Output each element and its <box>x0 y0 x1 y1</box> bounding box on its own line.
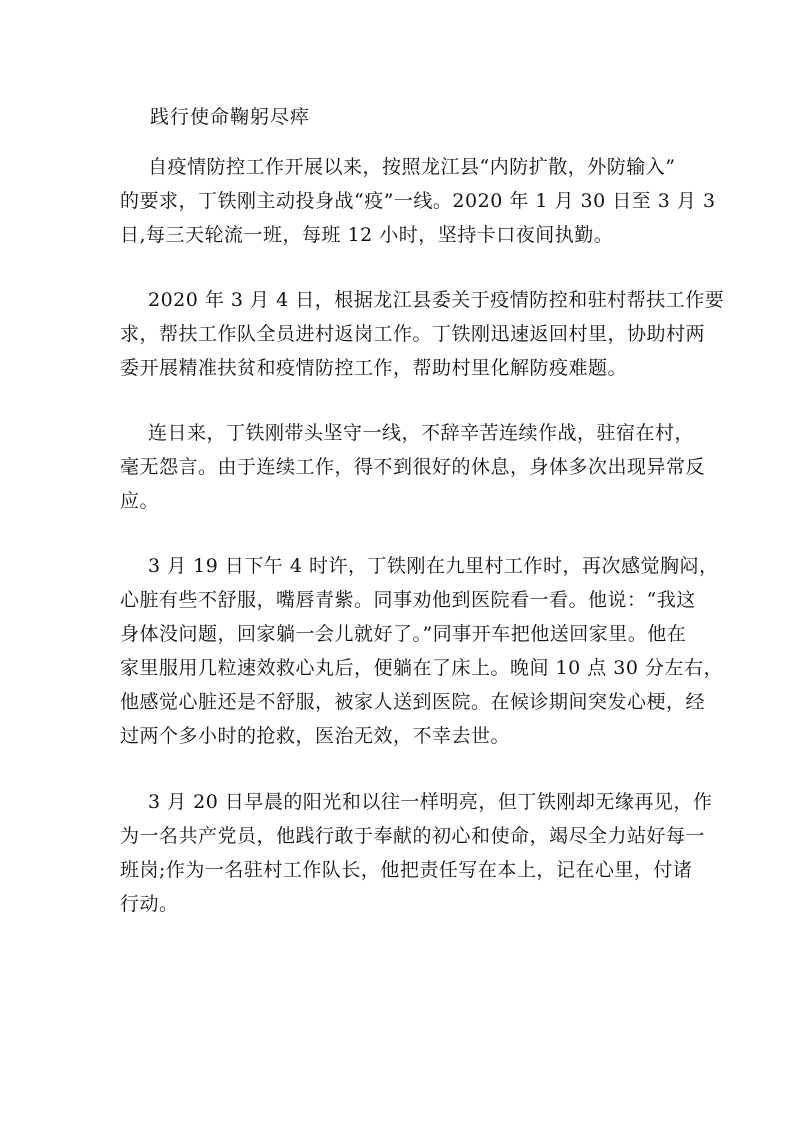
paragraph-3 <box>120 416 706 518</box>
paragraph-line: 连日来，丁铁刚带头坚守一线，不辞辛苦连续作战，驻宿在村， <box>148 422 695 444</box>
paragraph-line: 2020 年 3 月 4 日，根据龙江县委关于疫情防控和驻村帮扶工作要 <box>148 289 725 311</box>
paragraph-5 <box>120 785 713 921</box>
paragraph-line: 班岗;作为一名驻村工作队长，他把责任写在本上，记在心里，付诸 <box>120 859 693 881</box>
paragraph-line: 身体没问题，回家躺一会儿就好了。”同事开车把他送回家里。他在 <box>120 623 687 645</box>
paragraph-1 <box>120 150 716 252</box>
paragraph-line: 为一名共产党员，他践行敢于奉献的初心和使命，竭尽全力站好每一 <box>120 825 706 847</box>
paragraph-line: 求，帮扶工作队全员进村返岗工作。丁铁刚迅速返回村里，协助村两 <box>120 323 706 345</box>
paragraph-line: 3 月 19 日下午 4 时许，丁铁刚在九里村工作时，再次感觉胸闷， <box>148 555 719 577</box>
paragraph-line: 过两个多小时的抢救，医治无效，不幸去世。 <box>120 725 511 747</box>
paragraph-line: 行动。 <box>120 893 179 915</box>
paragraph-line: 应。 <box>120 490 160 512</box>
paragraph-line: 他感觉心脏还是不舒服，被家人送到医院。在候诊期间突发心梗，经 <box>120 691 706 713</box>
paragraph-line: 心脏有些不舒服，嘴唇青紫。同事劝他到医院看一看。他说：“我这 <box>120 589 696 611</box>
document-title: 践行使命鞠躬尽瘁 <box>150 106 311 128</box>
paragraph-line: 3 月 20 日早晨的阳光和以往一样明亮，但丁铁刚却无缘再见，作 <box>148 791 713 813</box>
paragraph-line: 毫无怨言。由于连续工作，得不到很好的休息，身体多次出现异常反 <box>120 456 706 478</box>
paragraph-line: 的要求，丁铁刚主动投身战“疫”一线。2020 年 1 月 30 日至 3 月 3 <box>120 190 716 212</box>
paragraph-4 <box>120 549 724 753</box>
paragraph-line: 日,每三天轮流一班，每班 12 小时，坚持卡口夜间执勤。 <box>120 224 614 246</box>
paragraph-line: 委开展精准扶贫和疫情防控工作，帮助村里化解防疫难题。 <box>120 357 628 379</box>
paragraph-2 <box>120 283 725 385</box>
paragraph-line: 家里服用几粒速效救心丸后，便躺在了床上。晚间 10 点 30 分左右， <box>120 657 724 679</box>
paragraph-line: 自疫情防控工作开展以来，按照龙江县“内防扩散，外防输入” <box>148 156 676 178</box>
